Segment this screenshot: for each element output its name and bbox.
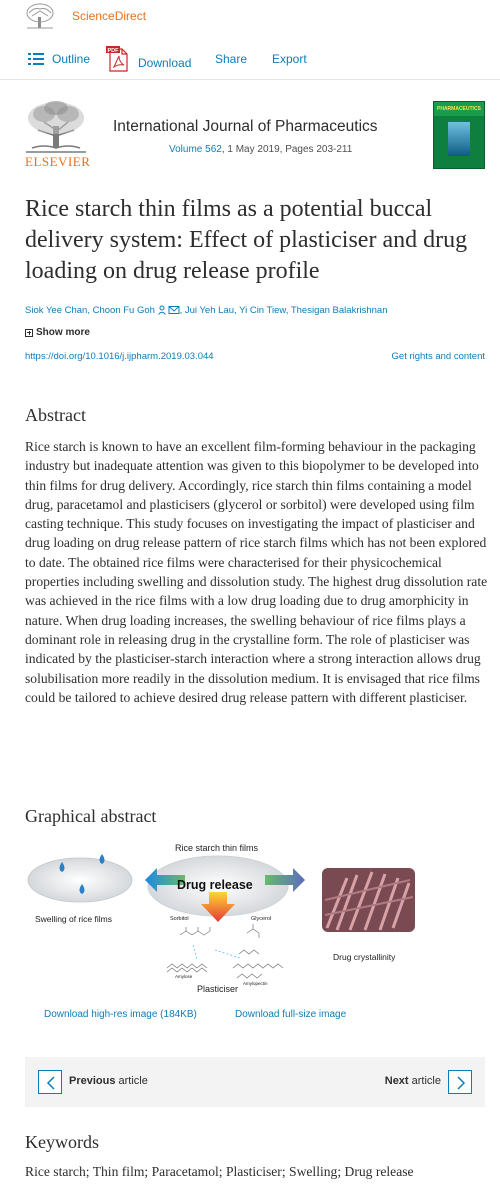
ga-label-sorbitol: Sorbitol xyxy=(170,916,189,922)
cover-figure xyxy=(448,122,470,156)
ga-label-amylopectin: Amylopectin xyxy=(243,981,268,986)
previous-article-link[interactable] xyxy=(69,1075,148,1087)
previous-rest: article xyxy=(115,1075,148,1087)
graphical-abstract-image[interactable] xyxy=(25,840,475,1000)
download-fullsize-link[interactable]: Download full-size image xyxy=(235,1009,347,1020)
previous-bold: Previous xyxy=(69,1075,116,1087)
download-pdf-button[interactable] xyxy=(106,46,191,73)
top-bar xyxy=(0,0,500,34)
graphical-abstract-heading: Graphical abstract xyxy=(25,806,157,826)
show-more-button[interactable] xyxy=(25,327,90,338)
rights-link[interactable]: Get rights and content xyxy=(391,351,485,362)
journal-issue-meta xyxy=(169,144,352,155)
elsevier-tree-logo-small[interactable] xyxy=(24,3,56,30)
ga-label-center: Drug release xyxy=(177,878,253,892)
authors-part-2[interactable]: , Jui Yeh Lau, Yi Cin Tiew, Thesigan Balakrishnan xyxy=(179,305,388,316)
outline-button[interactable] xyxy=(28,52,90,66)
chevron-left-icon xyxy=(45,1076,57,1090)
next-rest: article xyxy=(408,1075,441,1087)
list-icon xyxy=(28,52,44,66)
share-button[interactable]: Share xyxy=(215,52,248,66)
next-article-button[interactable] xyxy=(448,1070,472,1094)
journal-cover-thumbnail[interactable] xyxy=(433,101,485,169)
authors-part-1[interactable]: Siok Yee Chan, Choon Fu Goh xyxy=(25,305,155,316)
person-mail-icon[interactable] xyxy=(158,305,180,315)
date-pages: , 1 May 2019, Pages 203-211 xyxy=(221,144,353,155)
previous-article-button[interactable] xyxy=(38,1070,62,1094)
plus-icon xyxy=(25,329,33,337)
next-bold: Next xyxy=(384,1075,409,1087)
cover-text: PHARMACEUTICS xyxy=(437,106,481,112)
ga-label-bottom: Plasticiser xyxy=(197,984,239,994)
ga-label-right: Drug crystallinity xyxy=(333,952,396,962)
download-label: Download xyxy=(138,55,192,70)
site-name[interactable]: ScienceDirect xyxy=(72,9,147,23)
article-toolbar xyxy=(0,40,500,80)
keywords-heading: Keywords xyxy=(25,1132,99,1152)
keywords-list: Rice starch; Thin film; Paracetamol; Plasticiser; Swelling; Drug release xyxy=(25,1164,414,1179)
pdf-icon xyxy=(106,46,130,73)
ga-label-left: Swelling of rice films xyxy=(35,914,112,924)
volume-link[interactable]: Volume 562 xyxy=(169,144,222,155)
svg-text:PDF: PDF xyxy=(107,47,119,54)
ga-label-amylose: Amylose xyxy=(175,974,193,979)
elsevier-wordmark[interactable]: ELSEVIER xyxy=(25,154,91,169)
chevron-right-icon xyxy=(455,1076,467,1090)
journal-header xyxy=(0,96,500,176)
export-button[interactable]: Export xyxy=(272,52,307,66)
abstract-body: Rice starch is known to have an excellent film-forming behaviour in the packaging industry but inadequate attention was given to this biopolymer to be developed into thin films for drug delivery. Accordingly, rice starch thin films containing a model drug, paracetamol and plasticisers (glycerol or sorbitol) were developed using film casting technique. This study focuses on investigating the impact of plasticiser and drug loading on drug release pattern of rice starch films which has not been explored to date. The obtained rice films were characterised for their physicochemical properties including swelling and dissolution study. The highest drug dissolution rate was achieved in the rice films with a low drug loading due to drug amorphicity in nature. When drug loading increases, the swelling behaviour of rice films plays a dominant role in releasing drug in the crystalline form. The role of plasticiser was indicated by the plasticiser-starch interaction where a strong interaction allows drug solubilisation more readily in the dissolution medium. It is envisaged that rice films could be tailored to achieve desired drug release pattern with different plasticiser. xyxy=(25,439,488,705)
ga-label-top: Rice starch thin films xyxy=(175,843,259,853)
show-more-label: Show more xyxy=(36,327,90,338)
elsevier-logo-icon[interactable] xyxy=(24,100,88,154)
download-highres-link[interactable]: Download high-res image (184KB) xyxy=(44,1009,197,1020)
article-title: Rice starch thin films as a potential buccal delivery system: Effect of plasticiser and drug loading on drug release profile xyxy=(25,196,468,284)
ga-label-glycerol: Glycerol xyxy=(251,916,272,922)
outline-label: Outline xyxy=(52,52,91,66)
abstract-heading: Abstract xyxy=(25,405,86,425)
doi-link[interactable]: https://doi.org/10.1016/j.ijpharm.2019.03.044 xyxy=(25,351,214,362)
next-article-link[interactable] xyxy=(385,1075,441,1087)
journal-title[interactable]: International Journal of Pharmaceutics xyxy=(113,118,378,135)
article-pager xyxy=(25,1057,485,1107)
author-list xyxy=(25,305,387,316)
